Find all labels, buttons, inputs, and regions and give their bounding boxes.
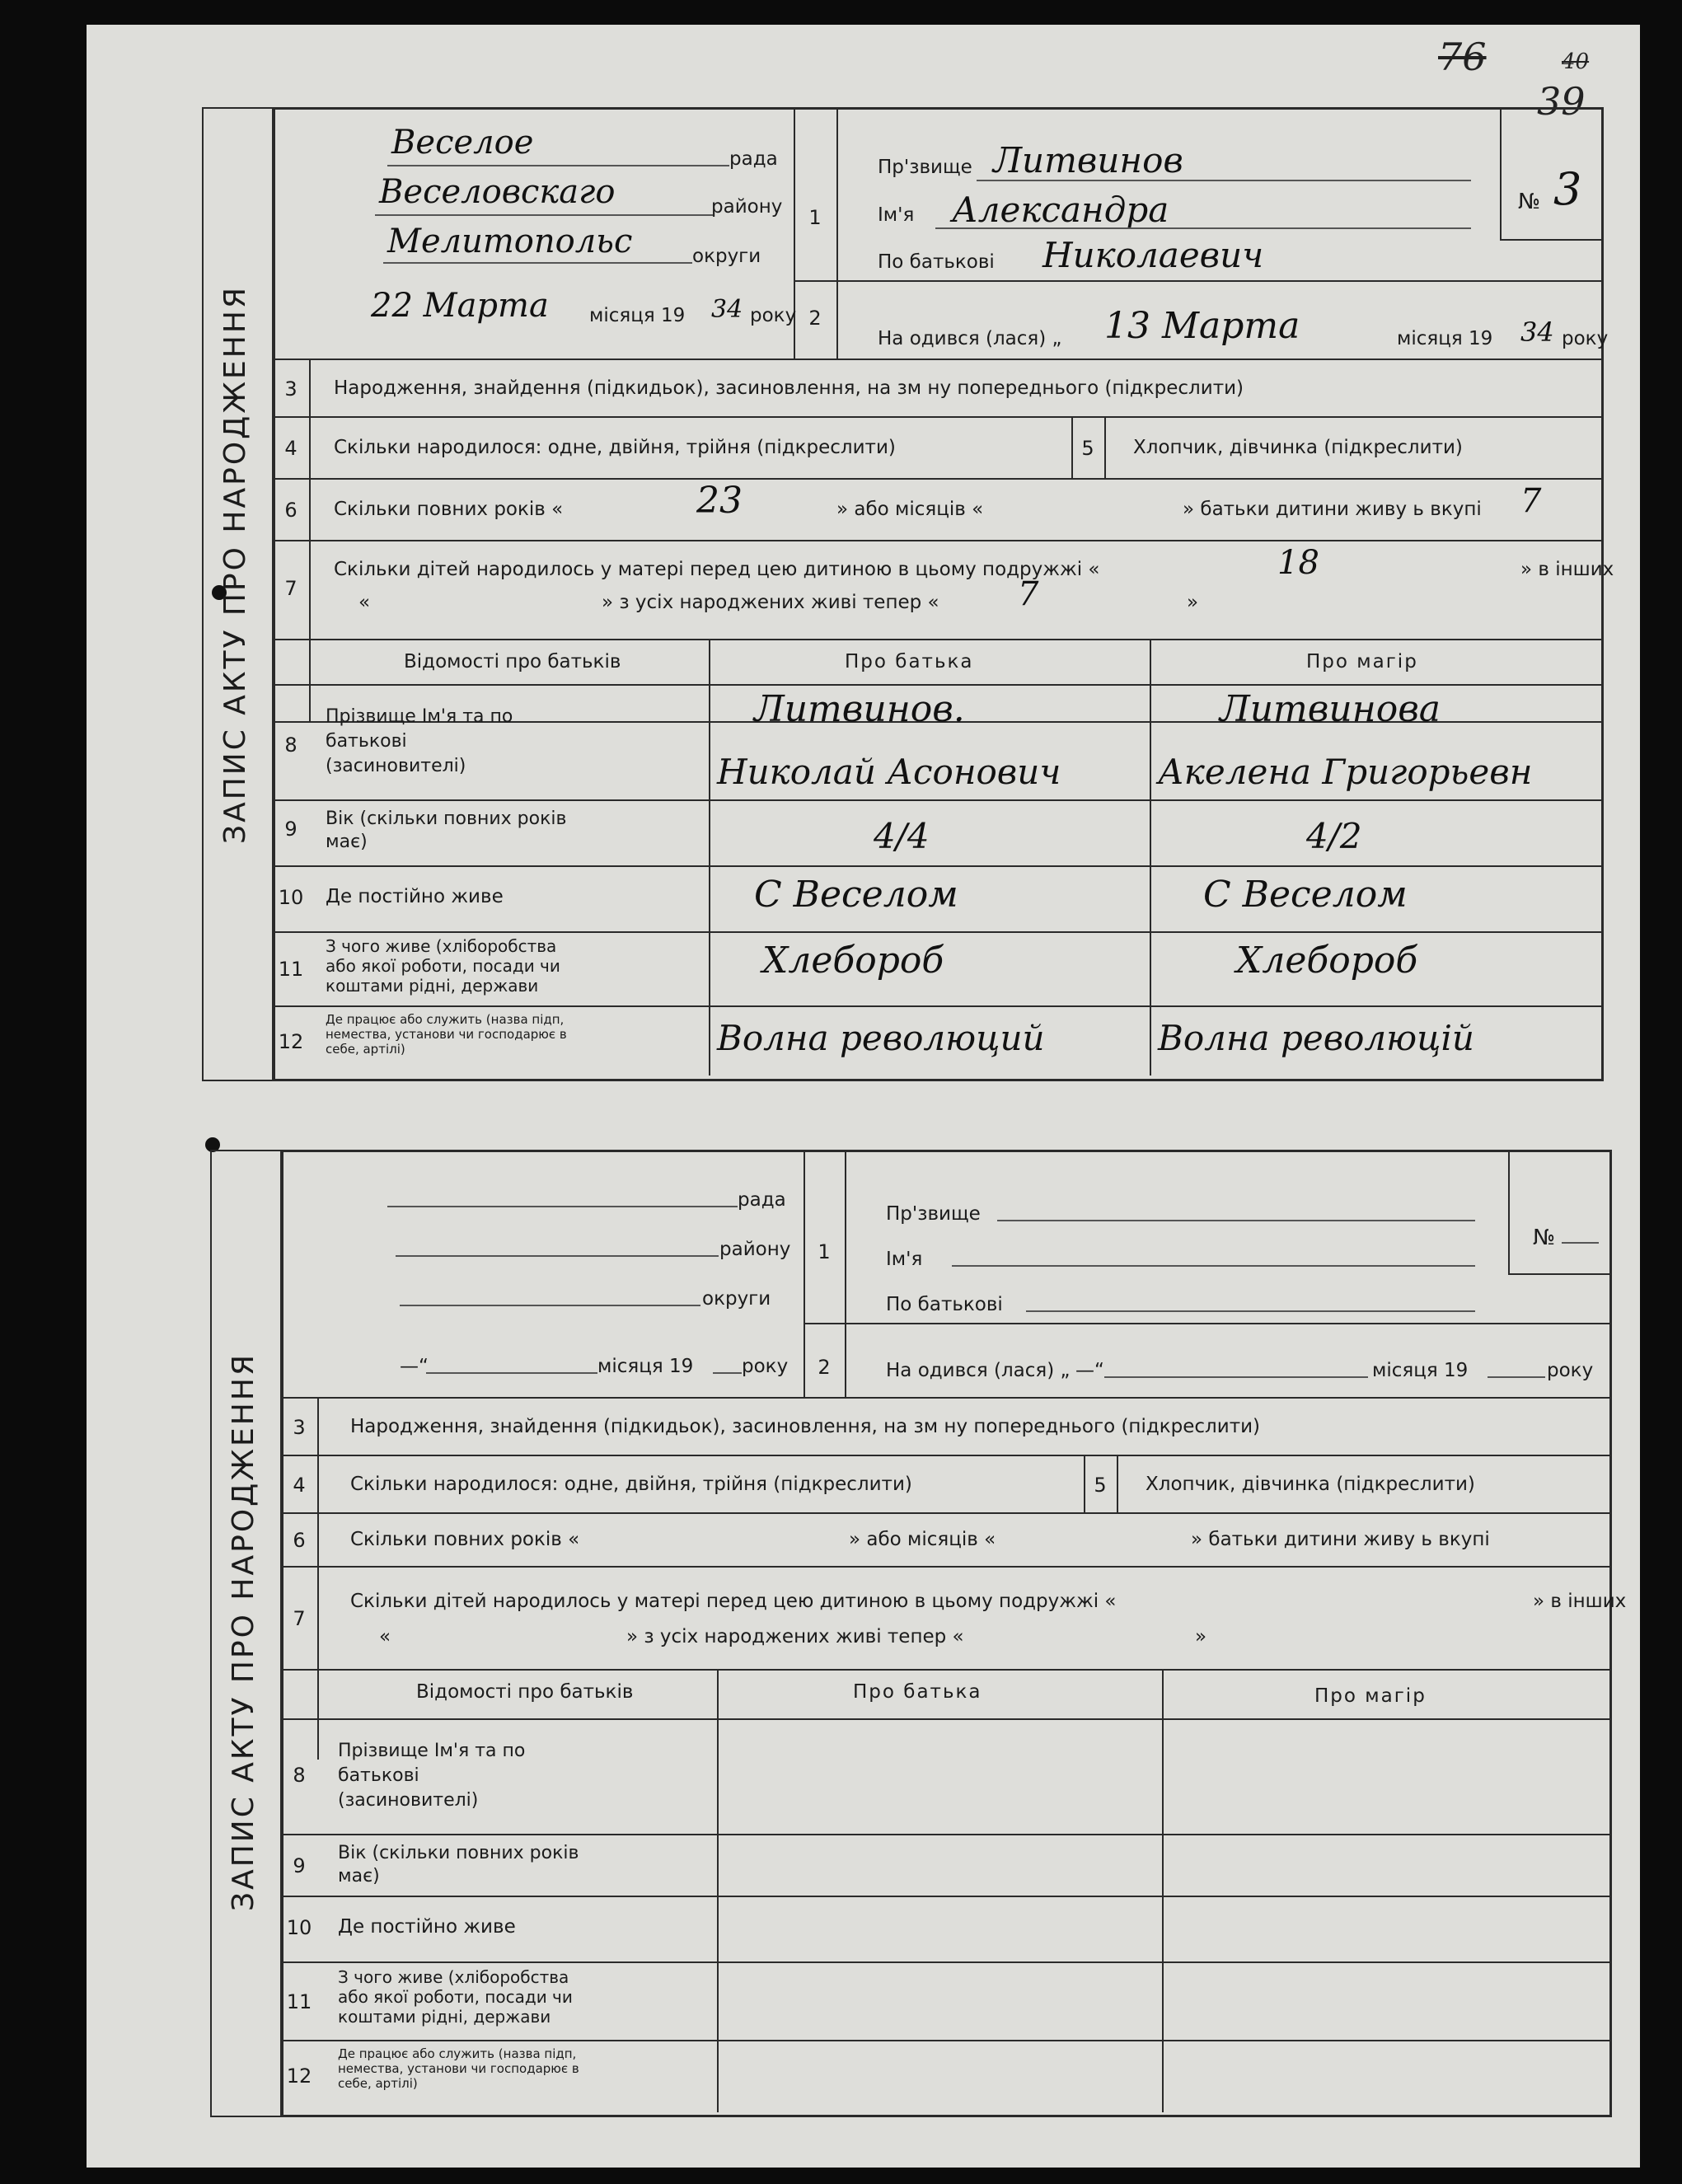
row7-other-label: » в інших — [1533, 1591, 1627, 1612]
row3-text: Народження, знайдення (підкидьок), засиновлення, на зм ну попереднього (підкреслити) — [334, 377, 1244, 399]
r11-label: З чого живе (хліборобства або якої роботи, посади чи коштами рідні, держави — [326, 936, 560, 996]
col-mother-header: Про магір — [1314, 1685, 1427, 1707]
birth-date-label: На одився (лася) „ — [878, 328, 1062, 349]
document-sheet — [87, 25, 1640, 2168]
mother-name: Акелена Григорьевн — [1158, 752, 1533, 792]
reg-month-label: місяця 19 — [589, 305, 686, 326]
side-title: ЗАПИС АКТУ ПРО НАРОДЖЕННЯ — [227, 1352, 260, 1911]
rayon-label: району — [719, 1239, 791, 1260]
number-value: 3 — [1553, 163, 1582, 215]
col-mother-header: Про магір — [1306, 651, 1418, 673]
father-name: Николай Асонович — [717, 752, 1061, 792]
patronymic-label: По батькові — [878, 251, 995, 273]
patronymic-value: Николаевич — [1042, 235, 1264, 275]
rada-value: Веселое — [391, 124, 534, 162]
surname-value: Литвинов — [993, 140, 1183, 180]
mother-surname: Литвинова — [1220, 688, 1441, 730]
reg-year-value: 34 — [711, 295, 743, 324]
mother-work: Волна революцій — [1158, 1018, 1474, 1058]
number-label: № — [1533, 1226, 1556, 1250]
row7-other-label: » в інших — [1520, 559, 1614, 580]
row7-alive-value: 7 — [1018, 575, 1039, 613]
record-1: ЗАПИС АКТУ ПРО НАРОДЖЕННЯ Веселое рада Веселовскаго району Мелитопольс округи 22 Марта місяця 19 34 року 1 2 Пр'звище Литвинов Ім'я Александра По батькові Николаевич № 3 На одився (лася) „ 13 Марта місяця 19 34 року 3 Народження, знайдення (підкидьок), засиновлення, на зм ну попереднього (підкреслити) 4 Скільки народилося: одне, двійня, трійня (підкреслити) 5 Хлопчик, дівчинка (підкреслити) 6 Скільки повних років « 23 » або місяців « » батьки дитини живу ь вкупі 7 7 Скільки дітей народилось у матері перед цею дитиною в цьому подружжі « 18 » в інших « » з усіх народжених живі тепер « 7 » Відомості про батьків Про батька Про магір 8 Прізвище Ім'я та по батькові (засиновителі) Литвинов. Николай Асонович Литвинова Акелена Григорьевн 9 Вік (скільки повних років має) 4/4 4/2 10 Де постійно живе С Веселом С Веселом 11 З чого живе (хліборобства або якої роботи, посади чи коштами рідні, держави Хлебороб Хлебороб 12 Де працює або служить (назва підп, немества, установи чи господарює в себе, артілі) Волна революций Волна революцій — [202, 107, 1603, 1080]
mother-age: 4/2 — [1306, 816, 1362, 856]
father-occupation: Хлебороб — [762, 940, 944, 982]
row7-alive-label: » з усіх народжених живі тепер « — [602, 592, 939, 613]
reg-year-label: року — [750, 305, 797, 326]
row6-months-label: » або місяців « — [849, 1529, 996, 1550]
row7-before-value: 18 — [1277, 544, 1319, 582]
corner-small-number: 40 — [1562, 49, 1590, 74]
row6-together-mark: 7 — [1520, 482, 1542, 520]
row6-together-label: » батьки дитини живу ь вкупі — [1183, 499, 1482, 520]
patronymic-label: По батькові — [886, 1294, 1003, 1315]
row7-open-quote: « — [379, 1626, 391, 1647]
r9-label: Вік (скільки повних років має) — [326, 808, 567, 852]
col-father-header: Про батька — [845, 651, 974, 673]
okruga-value: Мелитопольс — [387, 223, 633, 260]
row7-alive-label: » з усіх народжених живі тепер « — [626, 1626, 964, 1647]
reg-month-label: місяця 19 — [597, 1356, 694, 1377]
okruga-label: округи — [702, 1288, 771, 1310]
row6-years-value: 23 — [696, 480, 743, 522]
row5-text: Хлопчик, дівчинка (підкреслити) — [1133, 437, 1463, 458]
col-info-header: Відомості про батьків — [404, 651, 621, 673]
father-age: 4/4 — [874, 816, 930, 856]
rayon-label: району — [711, 196, 783, 218]
r12-label: Де працює або служить (назва підп, немества, установи чи господарює в себе, артілі) — [338, 2046, 579, 2091]
surname-label: Пр'звище — [878, 157, 972, 178]
row7-before-label: Скільки дітей народилось у матері перед цею дитиною в цьому подружжі « — [334, 559, 1100, 580]
rayon-value: Веселовскаго — [379, 173, 616, 211]
corner-crossed-number: 76 — [1438, 35, 1487, 79]
surname-label: Пр'звище — [886, 1203, 981, 1225]
name-value: Александра — [952, 190, 1169, 230]
reg-year-label: року — [742, 1356, 789, 1377]
row7-close-quote: » — [1195, 1626, 1207, 1647]
r10-label: Де постійно живе — [338, 1916, 516, 1938]
birth-year-label: року — [1547, 1360, 1594, 1381]
row6-years-label: Скільки повних років « — [334, 499, 564, 520]
father-residence: С Веселом — [754, 874, 958, 916]
okruga-label: округи — [692, 246, 761, 267]
rada-label: рада — [738, 1189, 786, 1211]
r8-label: Прізвище Ім'я та по батькові (засиновителі) — [338, 1741, 526, 1811]
r10-label: Де постійно живе — [326, 886, 504, 907]
row3-text: Народження, знайдення (підкидьок), засиновлення, на зм ну попереднього (підкреслити) — [350, 1416, 1261, 1437]
side-title: ЗАПИС АКТУ ПРО НАРОДЖЕННЯ — [218, 285, 252, 844]
birth-year-value: 34 — [1520, 316, 1554, 348]
r12-label: Де працює або служить (назва підп, немества, установи чи господарює в себе, артілі) — [326, 1012, 567, 1057]
name-label: Ім'я — [886, 1249, 923, 1270]
r9-label: Вік (скільки повних років має) — [338, 1843, 579, 1886]
father-work: Волна революций — [717, 1018, 1045, 1058]
row7-open-quote: « — [358, 592, 371, 613]
row5-text: Хлопчик, дівчинка (підкреслити) — [1146, 1474, 1475, 1495]
birth-year-label: року — [1562, 328, 1609, 349]
birth-day-value: 13 Марта — [1104, 305, 1300, 347]
father-surname: Литвинов. — [754, 688, 965, 730]
mother-residence: С Веселом — [1203, 874, 1408, 916]
mother-occupation: Хлебороб — [1236, 940, 1418, 982]
row6-months-label: » або місяців « — [836, 499, 984, 520]
r8-label: Прізвище Ім'я та по батькові (засиновителі) — [326, 706, 513, 776]
col-father-header: Про батька — [853, 1681, 982, 1703]
name-label: Ім'я — [878, 204, 915, 226]
row7-before-label: Скільки дітей народилось у матері перед цею дитиною в цьому подружжі « — [350, 1591, 1117, 1612]
row6-together-label: » батьки дитини живу ь вкупі — [1191, 1529, 1490, 1550]
row6-years-label: Скільки повних років « — [350, 1529, 580, 1550]
birth-month-label: місяця 19 — [1397, 328, 1493, 349]
page-number: 39 — [1537, 79, 1586, 124]
rada-label: рада — [729, 148, 778, 170]
row4-text: Скільки народилося: одне, двійня, трійня (підкреслити) — [334, 437, 896, 458]
r11-label: З чого живе (хліборобства або якої роботи, посади чи коштами рідні, держави — [338, 1967, 573, 2027]
record-2: ЗАПИС АКТУ ПРО НАРОДЖЕННЯ рада району округи —“ місяця 19 року 1 2 Пр'звище Ім'я По батькові № На одився (лася) „ —“ місяця 19 року 3 Народження, знайдення (підкидьок), засиновлення, на зм ну попереднього (підкреслити) 4 Скільки народилося: одне, двійня, трійня (підкреслити) 5 Хлопчик, дівчинка (підкреслити) 6 Скільки повних років « » або місяців « » батьки дитини живу ь вкупі 7 Скільки дітей народилось у матері перед цею дитиною в цьому подружжі « » в інших « » з усіх народжених живі тепер « » Відомості про батьків Про батька Про магір 8 Прізвище Ім'я та по батькові (засиновителі) 9 Вік (скільки повних років має) 10 Де постійно живе 11 З чого живе (хліборобства або якої роботи, посади чи коштами рідні, держави 12 Де працює або служить (назва підп, немества, установи чи господарює в себе, артілі) — [210, 1150, 1611, 2122]
birth-date-label: На одився (лася) „ — [886, 1360, 1071, 1381]
birth-month-label: місяця 19 — [1372, 1360, 1469, 1381]
row7-close-quote: » — [1187, 592, 1199, 613]
row4-text: Скільки народилося: одне, двійня, трійня (підкреслити) — [350, 1474, 912, 1495]
col-info-header: Відомості про батьків — [416, 1681, 634, 1703]
number-label: № — [1518, 190, 1541, 214]
reg-day-value: 22 Марта — [371, 287, 549, 325]
